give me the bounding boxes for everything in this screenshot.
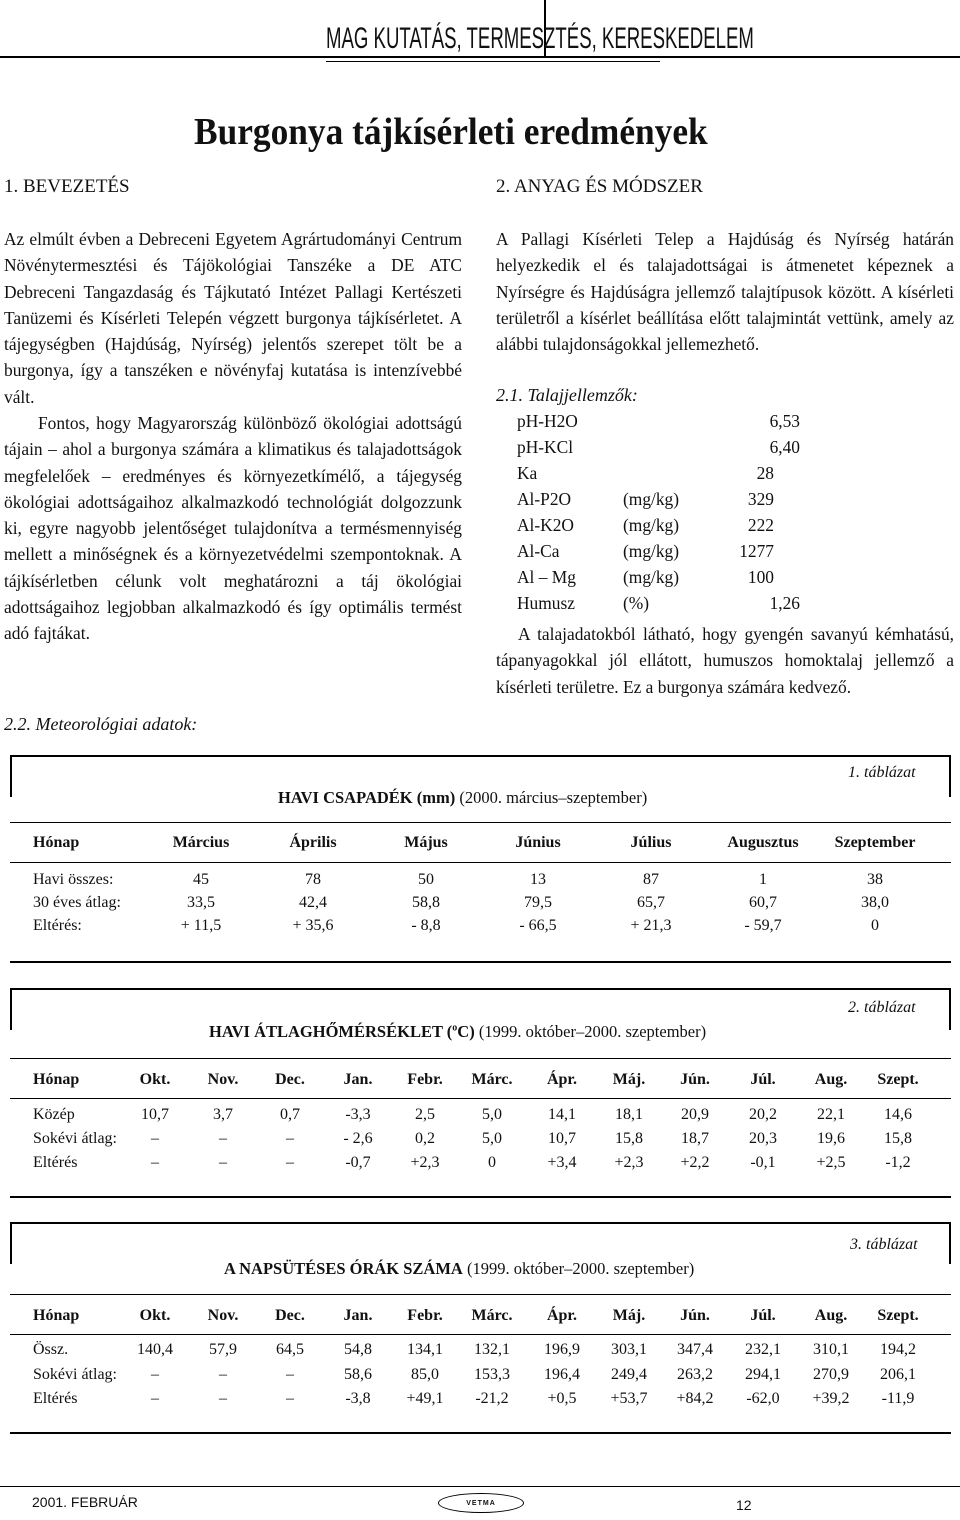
table-cell: -0,7 [345, 1154, 371, 1171]
footer-rule [0, 1486, 960, 1487]
table-header-cell: Dec. [275, 1071, 305, 1088]
materials-heading: 2. ANYAG ÉS MÓDSZER [496, 176, 703, 197]
soil-conclusion: A talajadatokból látható, hogy gyengén savanyú kémhatású, tápanyagokkal jól ellátott, humuszos homoktalaj jellemző a kísérleti területre. Ez a burgonya számára kedvező. [496, 624, 954, 697]
table-header-cell: Jan. [343, 1307, 373, 1324]
banner-underline [326, 61, 660, 62]
table-cell: 2,5 [415, 1106, 435, 1123]
table-cell: 58,6 [344, 1366, 372, 1383]
table-cell: 18,1 [615, 1106, 643, 1123]
table-header-cell: Okt. [139, 1071, 171, 1088]
table-cell: -11,9 [881, 1390, 915, 1407]
table-header-cell: Júl. [750, 1307, 776, 1324]
table-cell: -1,2 [885, 1154, 911, 1171]
table-header-rule [10, 1098, 951, 1099]
table-header-cell: Dec. [275, 1307, 305, 1324]
publisher-logo: VETMA [438, 1493, 524, 1513]
table-cell: 5,0 [482, 1130, 502, 1147]
table-cell: 303,1 [611, 1341, 647, 1358]
table-cell: 10,7 [548, 1130, 576, 1147]
table-header-cell: Jan. [343, 1071, 373, 1088]
table-header-rule [10, 822, 951, 823]
table-row-label: Havi összes: [33, 871, 114, 888]
table-cell: 132,1 [474, 1341, 510, 1358]
table-cell: – [219, 1154, 227, 1171]
table-row-label: Közép [33, 1106, 75, 1123]
table-header-label: Hónap [33, 1307, 80, 1324]
page-number: 12 [736, 1497, 752, 1513]
table-cell: 249,4 [611, 1366, 647, 1383]
table-cell: 206,1 [880, 1366, 916, 1383]
table-cell: – [286, 1390, 294, 1407]
journal-banner: MAG KUTATÁS, TERMESZTÉS, KERESKEDELEM [326, 22, 754, 55]
table-cell: 18,7 [681, 1130, 709, 1147]
table-header-cell: Ápr. [546, 1307, 578, 1324]
table-cell: +2,3 [410, 1154, 440, 1171]
table-cell: 20,9 [681, 1106, 709, 1123]
table-cell: +2,2 [680, 1154, 710, 1171]
materials-paragraph: A Pallagi Kísérleti Telep a Hajdúság és Nyírség határán helyezkedik el és talajadottságai is átmenetet képeznek a Nyírségre és Hajdúságra jellemző talajtípusok között. A kísérleti területről a kísérlet beállítása előtt talajmintát vettünk, amely az alábbi tulajdonságokkal jellemezhető. [496, 229, 954, 355]
table-title: HAVI CSAPADÉK (mm) (2000. március–szeptember) [278, 788, 648, 807]
table-cell: – [151, 1390, 159, 1407]
table-cell: – [286, 1154, 294, 1171]
precipitation-table-frame [10, 755, 951, 963]
table-cell: – [286, 1366, 294, 1383]
table-cell: 232,1 [745, 1341, 781, 1358]
table-cell: +49,1 [406, 1390, 444, 1407]
table-cell: – [219, 1390, 227, 1407]
table-cell: – [219, 1130, 227, 1147]
table-cell: -62,0 [746, 1390, 780, 1407]
table-header-cell: Jún. [680, 1307, 710, 1324]
footer-date: 2001. FEBRUÁR [32, 1494, 138, 1510]
table-header-rule [10, 862, 951, 863]
table-header-cell: Febr. [407, 1307, 443, 1324]
table-cell: 15,8 [884, 1130, 912, 1147]
table-cell: +0,5 [547, 1390, 577, 1407]
table-header-cell: Nov. [207, 1307, 239, 1324]
table-cell: 20,3 [749, 1130, 777, 1147]
table-header-cell: Márc. [471, 1071, 513, 1088]
table-cell: 194,2 [880, 1341, 916, 1358]
table-cell: 310,1 [813, 1341, 849, 1358]
intro-paragraph-2: Fontos, hogy Magyarország különböző ökológiai adottságú tájain – ahol a burgonya számára a klimatikus és talajadottságok megfelelőek – eredményes és környezetkímélő, a tájegység ökológiai adottságaihoz alkalmazkodó technológiát dolgozzunk ki, egyre nagyobb jelentőséget tulajdonítva a termésmennyiség mellett a minőségnek és a környezetvédelmi szempontoknak. A tájkísérletben célunk volt meghatározni a táj ökológiai adottságaihoz legjobban alkalmazkodó és így optimális termést adó fajtákat. [4, 413, 462, 644]
table-cell: 57,9 [209, 1341, 237, 1358]
table-cell: -3,3 [345, 1106, 371, 1123]
table-header-cell: Júl. [750, 1071, 776, 1088]
table-cell: 19,6 [817, 1130, 845, 1147]
table-cell: 263,2 [677, 1366, 713, 1383]
table-cell: 294,1 [745, 1366, 781, 1383]
table-cell: – [151, 1366, 159, 1383]
table-cell: +2,3 [614, 1154, 644, 1171]
table-header-cell: Aug. [814, 1307, 848, 1324]
table-cell: 3,7 [213, 1106, 233, 1123]
table-cell: 14,1 [548, 1106, 576, 1123]
table-cell: +2,5 [816, 1154, 846, 1171]
table-cell: 140,4 [137, 1341, 173, 1358]
table-cell: 10,7 [141, 1106, 169, 1123]
table-cell: 0,2 [415, 1130, 435, 1147]
table-row-label: Eltérés [33, 1154, 78, 1171]
table-cell: – [151, 1130, 159, 1147]
table-cell: 0 [488, 1154, 496, 1171]
table-header-cell: Febr. [407, 1071, 443, 1088]
table-cell: 196,9 [544, 1341, 580, 1358]
table-cell: 15,8 [615, 1130, 643, 1147]
table-header-rule [10, 1294, 951, 1295]
table-row-label: Eltérés: [33, 917, 82, 934]
table-header-cell: Aug. [814, 1071, 848, 1088]
table-header-cell: Ápr. [546, 1071, 578, 1088]
table-cell: – [151, 1154, 159, 1171]
table-title: A NAPSÜTÉSES ÓRÁK SZÁMA (1999. október–2000. szeptember) [224, 1259, 695, 1278]
table-cell: 64,5 [276, 1341, 304, 1358]
table-number: 3. táblázat [850, 1236, 918, 1253]
table-header-cell: Szept. [877, 1307, 919, 1324]
table-header-cell: Máj. [612, 1071, 646, 1088]
table-row-label: Eltérés [33, 1390, 78, 1407]
soil-heading: 2.1. Talajjellemzők: [496, 385, 638, 405]
table-cell: 20,2 [749, 1106, 777, 1123]
table-cell: 5,0 [482, 1106, 502, 1123]
table-cell: 85,0 [411, 1366, 439, 1383]
table-cell: 22,1 [817, 1106, 845, 1123]
table-title: HAVI ÁTLAGHŐMÉRSÉKLET ($^o$C) (1999. október–2000. szeptember) [209, 1022, 707, 1041]
table-cell: +39,2 [812, 1390, 850, 1407]
table-cell: +84,2 [676, 1390, 714, 1407]
table-cell: -0,1 [750, 1154, 776, 1171]
page-title: Burgonya tájkísérleti eredmények [194, 111, 708, 153]
table-cell: 134,1 [407, 1341, 443, 1358]
meteo-heading: 2.2. Meteorológiai adatok: [4, 714, 198, 734]
table-cell: 153,3 [474, 1366, 510, 1383]
table-row-label: Sokévi átlag: [33, 1366, 117, 1383]
table-header-rule [10, 1334, 951, 1335]
table-cell: 196,4 [544, 1366, 580, 1383]
table-cell: -3,8 [345, 1390, 371, 1407]
table-cell: -21,2 [475, 1390, 509, 1407]
table-cell: +53,7 [610, 1390, 648, 1407]
table-header-cell: Jún. [680, 1071, 710, 1088]
table-cell: - 2,6 [343, 1130, 373, 1147]
table-header-rule [10, 1058, 951, 1059]
table-cell: 14,6 [884, 1106, 912, 1123]
intro-heading: 1. BEVEZETÉS [4, 176, 130, 197]
table-number: 1. táblázat [848, 764, 916, 781]
table-header-cell: Nov. [207, 1071, 239, 1088]
table-cell: 347,4 [677, 1341, 713, 1358]
table-cell: 54,8 [344, 1341, 372, 1358]
table-header-cell: Szept. [877, 1071, 919, 1088]
table-number: 2. táblázat [848, 999, 916, 1016]
table-row-label: Sokévi átlag: [33, 1130, 117, 1147]
table-header-cell: Márc. [471, 1307, 513, 1324]
table-cell: – [219, 1366, 227, 1383]
header-rule [0, 56, 960, 58]
table-cell: 0,7 [280, 1106, 300, 1123]
table-header-label: Hónap [33, 1071, 80, 1088]
intro-paragraph-1: Az elmúlt évben a Debreceni Egyetem Agrártudományi Centrum Növénytermesztési és Tájökológiai Tanszéke a DE ATC Debreceni Tangazdaság és Tájkutató Intézet Pallagi Kertészeti Tanüzemi és Kísérleti Telepén végzett burgonya tájkísérletet. A tájegységben (Hajdúság, Nyírség) jelentős szerepet tölt be a burgonya, így a tanszéken e növényfaj kutatása is intenzívebbé vált. [4, 229, 462, 407]
table-header-cell: Okt. [139, 1307, 171, 1324]
table-row-label: Össz. [33, 1341, 69, 1358]
table-cell: 270,9 [813, 1366, 849, 1383]
table-row-label: 30 éves átlag: [33, 894, 121, 911]
table-cell: +3,4 [547, 1154, 577, 1171]
table-header-cell: Máj. [612, 1307, 646, 1324]
table-cell: – [286, 1130, 294, 1147]
